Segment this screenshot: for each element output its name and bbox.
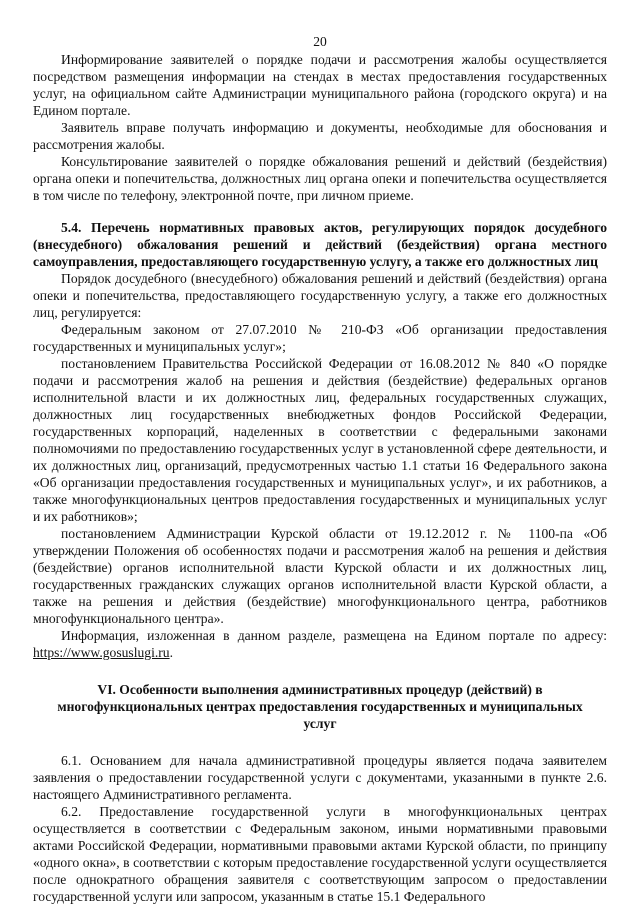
gosuslugi-link[interactable]: https://www.gosuslugi.ru — [33, 645, 170, 660]
chapter-6-heading: VI. Особенности выполнения административных процедур (действий) в многофункциональных центрах предоставления государственных и муниципальных услуг — [57, 682, 583, 731]
spacer — [33, 204, 607, 219]
section-5-4-paragraph-3: постановлением Правительства Российской Федерации от 16.08.2012 № 840 «О порядке подачи и рассмотрения жалоб на решения и действия (бездействие) федеральных органов исполнительной власти и их должностных лиц, федеральных государственных служащих, должностных лиц государственных внебюджетных фондов Российской Федерации, государственных корпораций, наделенных в соответствии с федеральными законами полномочиями по предоставлению государственных услуг в установленной сфере деятельности, и их должностных лиц, организаций, предусмотренных частью 1.1 статьи 16 Федерального закона «Об организации предоставления государственных и муниципальных услуг», и их работников, а также многофункциональных центров предоставления государственных и муниципальных услуг и их работников»; — [33, 356, 607, 524]
intro-paragraph-2: Заявитель вправе получать информацию и документы, необходимые для обоснования и рассмотрения жалобы. — [33, 120, 607, 152]
info-text: Информация, изложенная в данном разделе, размещена на Едином портале по адресу: — [61, 628, 607, 643]
section-5-4-paragraph-1: Порядок досудебного (внесудебного) обжалования решений и действий (бездействия) органа опеки и попечительства, предоставляющего государственную услугу, а также его должностных лиц, регулируется: — [33, 271, 607, 320]
intro-paragraph-1: Информирование заявителей о порядке подачи и рассмотрения жалобы осуществляется посредством размещения информации на стендах в местах предоставления государственных услуг, на официальном сайте Администрации муниципального района (городского округа) и на Едином портале. — [33, 52, 607, 118]
info-end: . — [169, 645, 173, 660]
section-5-4-paragraph-5 — [33, 627, 607, 661]
intro-paragraph-3: Консультирование заявителей о порядке обжалования решений и действий (бездействия) органа опеки и попечительства, должностных лиц органа опеки и попечительства осуществляется в том числе по телефону, электронной почте, при личном приеме. — [33, 154, 607, 203]
section-5-4-heading: 5.4. Перечень нормативных правовых актов, регулирующих порядок досудебного (внесудебного) обжалования решений и действий (бездействия) органа местного самоуправления, предоставляющего государственную услугу, а также его должностных лиц — [33, 220, 607, 269]
spacer — [33, 732, 607, 752]
chapter-6-paragraph-2: 6.2. Предоставление государственной услуги в многофункциональных центрах осуществляется в соответствии с Федеральным законом, иными нормативными правовыми актами Российской Федерации, нормативными правовыми актами Курской области, по принципу «одного окна», в соответствии с которым предоставление государственной услуги осуществляется после однократного обращения заявителя с соответствующим запросом о предоставлении государственной услуги или запросом, указанным в статье 15.1 Федерального — [33, 804, 607, 904]
section-5-4-paragraph-2: Федеральным законом от 27.07.2010 № 210-ФЗ «Об организации предоставления государственных и муниципальных услуг»; — [33, 322, 607, 354]
page-number: 20 — [313, 34, 327, 49]
chapter-6-paragraph-1: 6.1. Основанием для начала административной процедуры является подача заявителем заявления о предоставлении государственной услуги с документами, указанными в пункте 2.6. настоящего Административного регламента. — [33, 753, 607, 802]
spacer — [33, 661, 607, 681]
section-5-4-paragraph-4: постановлением Администрации Курской области от 19.12.2012 г. № 1100-па «Об утверждении Положения об особенностях подачи и рассмотрения жалоб на решения и действия (бездействие) органов исполнительной власти Курской области и их должностных лиц, государственных гражданских служащих органов исполнительной власти Курской области, а также на решения и действия (бездействие) многофункционального центра, работников многофункционального центра». — [33, 526, 607, 626]
